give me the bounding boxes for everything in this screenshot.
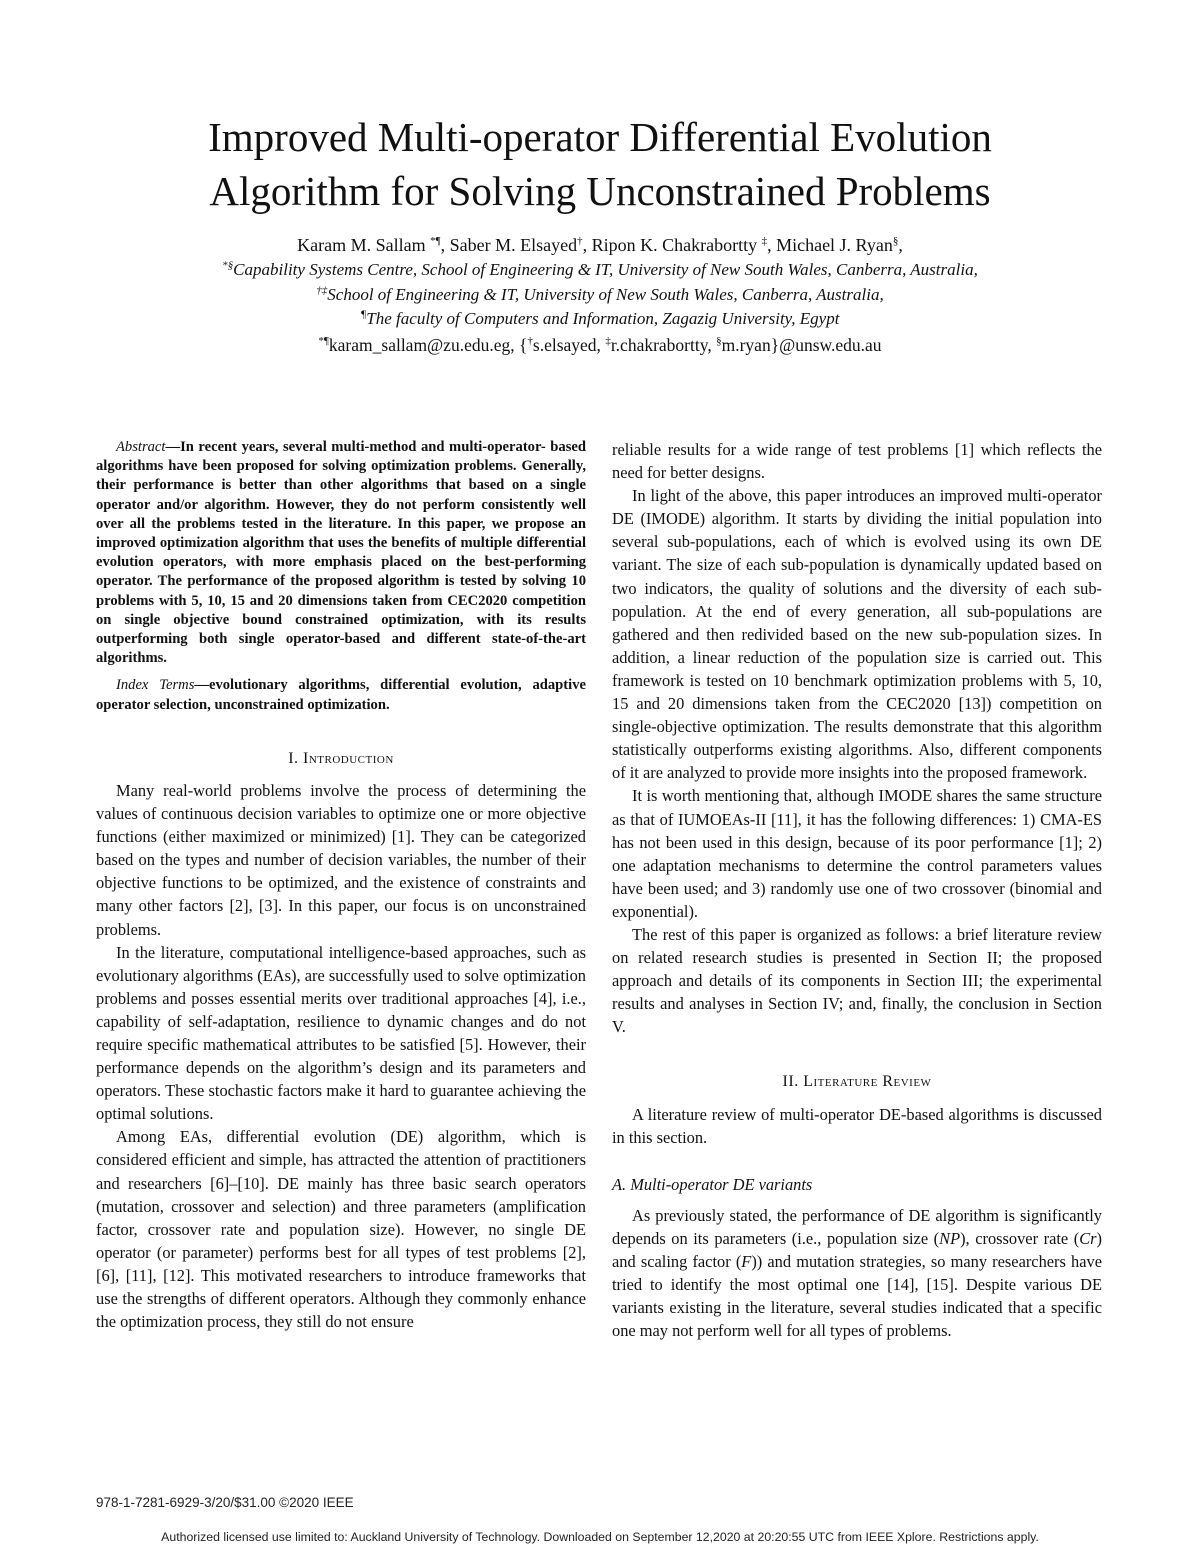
paragraph-intro-3: Among EAs, differential evolution (DE) algorithm, which is considered efficient and simple, has attracted the attention of practitioners and researchers [6]–[10]. DE mainly has three basic search operators (mutation, crossover and selection) and three parameters (amplification factor, crossover rate and population size). However, no single DE operator (or parameter) performs best for all types of test problems [2], [6], [11], [12]. This motivated researchers to introduce frameworks that use the strengths of different operators. Although they commonly enhance the optimization process, they still do not ensure bbox=[96, 1127, 586, 1332]
author-3-mark: ‡ bbox=[761, 235, 768, 247]
affiliation-1-mark: *§ bbox=[222, 259, 234, 272]
email-mark-1: *¶ bbox=[318, 334, 329, 347]
text-run: ) and scaling factor ( bbox=[612, 1228, 1102, 1271]
author-names bbox=[0, 232, 1200, 258]
abstract-label: Abstract bbox=[116, 439, 166, 455]
affiliation-2 bbox=[0, 283, 1200, 308]
paragraph-literature-1: A literature review of multi-operator DE-based algorithms is discussed in this section. bbox=[612, 1104, 1102, 1147]
author-1-mark: *¶ bbox=[430, 235, 441, 247]
email-1: karam_sallam@zu.edu.eg, { bbox=[328, 334, 528, 355]
abstract-text: —In recent years, several multi-method and multi-operator- based algorithms have been proposed for solving optimization problems. Generally, their performance is better than other algorithms that based on a single operator and/or algorithm. However, they do not perform consistently well over all the problems tested in the literature. In this paper, we propose an improved optimization algorithm that uses the benefits of multiple differential evolution operators, with more emphasis placed on the best-performing operator. The performance of the proposed algorithm is tested by solving 10 problems with 5, 10, 15 and 20 dimensions taken from CEC2020 competition on single objective bound constrained optimization, with its results outperforming both single operator-based and different state-of-the-art algorithms. bbox=[96, 439, 586, 667]
email-3: r.chakrabortty, bbox=[610, 334, 717, 355]
text-run: As previously stated, the performance of DE algorithm is significantly depends on its parameters (i.e., population size ( bbox=[612, 1205, 1102, 1248]
paragraph-right-3: It is worth mentioning that, although IMODE shares the same structure as that of IUMOEAs-II [11], it has the following differences: 1) CMA-ES has not been used in this design, because of its poor performance [1]; 2) one adaptation mechanisms to determine the control parameters values have been used; and 3) randomly use one of two crossover (binomial and exponential). bbox=[612, 786, 1102, 921]
math-np: NP bbox=[939, 1228, 961, 1248]
email-4: m.ryan}@unsw.edu.au bbox=[721, 334, 882, 355]
math-f: F bbox=[741, 1252, 752, 1271]
paragraph-right-1: reliable results for a wide range of test problems [1] which reflects the need for better designs. bbox=[612, 440, 1102, 483]
paragraph-right-4: The rest of this paper is organized as follows: a brief literature review on related research studies is presented in Section II; the proposed approach and details of its components in Section III; the experimental results and analyses in Section IV; and, finally, the conclusion in Section V. bbox=[612, 924, 1102, 1037]
author-3: , Ripon K. Chakrabortty bbox=[582, 235, 762, 255]
author-4-mark: § bbox=[892, 235, 899, 247]
section-heading-introduction: I. Introduction bbox=[288, 749, 394, 767]
author-block bbox=[0, 232, 1200, 358]
affiliation-1 bbox=[0, 258, 1200, 283]
license-notice: Authorized licensed use limited to: Auckland University of Technology. Downloaded on September 12,2020 at 20:20:55 UTC from IEEE Xplore. Restrictions apply. bbox=[161, 1530, 1039, 1544]
paper-title bbox=[0, 110, 1200, 218]
email-2: s.elsayed, bbox=[532, 334, 606, 355]
author-2: , Saber M. Elsayed bbox=[440, 235, 578, 255]
paragraph-right-2: In light of the above, this paper introduces an improved multi-operator DE (IMODE) algorithm. It starts by dividing the initial population into several sub-populations, each of which is evolved using its own DE variant. The size of each sub-population is dynamically updated based on two indicators, the quality of solutions and the diversity of each sub-population. At the end of every generation, all sub-populations are gathered and then redivided based on the new sub-population sizes. In addition, a linear reduction of the population size is carried out. This framework is tested on 10 benchmark optimization problems with 5, 10, 15 and 20 dimensions taken from the CEC2020 [13]) competition on single-objective optimization. The results demonstrate that this algorithm statistically outperforms existing algorithms. Also, different components of it are analyzed to provide more insights into the proposed framework. bbox=[612, 486, 1102, 783]
email-mark-2: † bbox=[527, 334, 533, 347]
affiliation-2-mark: †‡ bbox=[316, 283, 328, 296]
index-terms-text: —evolutionary algorithms, differential evolution, adaptive operator selection, unconstrained optimization. bbox=[96, 677, 586, 713]
author-2-mark: † bbox=[577, 235, 583, 247]
copyright-notice: 978-1-7281-6929-3/20/$31.00 ©2020 IEEE bbox=[96, 1495, 354, 1510]
author-end: , bbox=[898, 235, 903, 255]
index-terms bbox=[96, 676, 586, 714]
right-column bbox=[612, 438, 1102, 1342]
email-mark-3: ‡ bbox=[605, 334, 611, 347]
text-run: )) and mutation strategies, so many researchers have tried to identify the most optimal one [14], [15]. Despite various DE variants existing in the literature, several studies indicated that a specific one may not perform well for all types of problems. bbox=[612, 1252, 1103, 1341]
affiliation-3 bbox=[0, 307, 1200, 332]
paragraph-intro-2: In the literature, computational intelligence-based approaches, such as evolutionary algorithms (EAs), are successfully used to solve optimization problems and posses essential merits over traditional approaches [4], i.e., capability of self-adaptation, resilience to dynamic changes and do not require specific mathematical attributes to be satisfied [5]. However, their performance depends on the algorithm’s design and its parameters and operators. These stochastic factors make it hard to guarantee achieving the optimal solutions. bbox=[96, 942, 586, 1124]
email-mark-4: § bbox=[716, 334, 722, 347]
paragraph-multi-operator-1 bbox=[612, 1204, 1102, 1343]
text-run: ), crossover rate ( bbox=[960, 1228, 1080, 1248]
index-terms-label: Index Terms bbox=[116, 677, 195, 694]
affiliation-1-text: Capability Systems Centre, School of Engineering & IT, University of New South Wales, Canberra, Australia, bbox=[233, 260, 978, 279]
affiliation-3-mark: ¶ bbox=[360, 308, 367, 321]
title-line-1: Improved Multi-operator Differential Evolution bbox=[208, 114, 992, 160]
left-column bbox=[96, 438, 586, 1333]
section-heading-literature-review: II. Literature Review bbox=[782, 1073, 932, 1091]
author-1: Karam M. Sallam bbox=[297, 235, 431, 255]
author-4: , Michael J. Ryan bbox=[767, 235, 893, 255]
affiliation-3-text: The faculty of Computers and Information, Zagazig University, Egypt bbox=[366, 309, 840, 328]
math-cr: Cr bbox=[1079, 1228, 1097, 1248]
paragraph-intro-1: Many real-world problems involve the process of determining the values of continuous decision variables to optimize one or more objective functions (either maximized or minimized) [1]. They can be categorized based on the types and number of decision variables, the number of their objective functions to be optimized, and the existence of constraints and many other factors [2], [3]. In this paper, our focus is on unconstrained problems. bbox=[96, 780, 586, 939]
subsection-heading-multi-operator: A. Multi-operator DE variants bbox=[612, 1174, 813, 1194]
abstract bbox=[96, 438, 586, 668]
title-line-2: Algorithm for Solving Unconstrained Problems bbox=[209, 168, 991, 214]
author-emails bbox=[0, 332, 1200, 358]
affiliation-2-text: School of Engineering & IT, University of New South Wales, Canberra, Australia, bbox=[327, 284, 884, 304]
